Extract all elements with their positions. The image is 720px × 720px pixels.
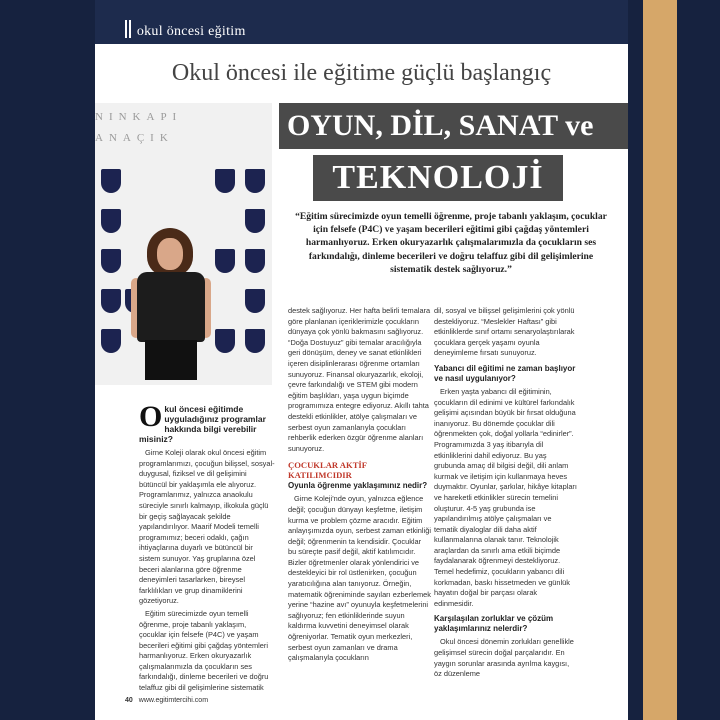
section-label-text: okul öncesi eğitim: [136, 24, 246, 39]
question-1-text: kul öncesi eğitimde uyguladığınız programlar hakkında bilgi verebilir misiniz?: [139, 404, 266, 444]
paragraph: Girne Koleji'nde oyun, yalnızca eğlence değil; çocuğun dünyayı keşfetme, iletişim kurma ve problem çözme aracıdır. Eğitim anlayışımızda oyun, serbest zaman etkinliği değil; öğrenmenin ta kendisidir. Çocuklar bu süreçte pasif değil, aktif katılımcıdır. Bizler öğretmenler olarak yönlendirici ve destekleyici bir rol üstlenirken, çocuğun yaratıcılığına alan tanıyoruz. Örneğin, matematik öğreniminde sayıları ezberlemek yerine “hazine avı” oyunuyla keşfetmelerini sağlıyoruz; fen etkinliklerinde suyun kaldırma kuvvetini deneyimsel olarak öğreniyorlar. Tematik oyun merkezleri, serbest oyun zamanları ve drama çalışmalarıyla çocukların: [288, 494, 431, 663]
column-3: [434, 306, 577, 682]
paragraph: destek sağlıyoruz. Her hafta belirli temalara göre planlanan içeriklerimizle çocukların dünyaya çok yönlü bakmasını sağlıyoruz. “Doğa Dostuyuz” gibi temalar aracılığıyla geri dönüşüm, deney ve sanat etkinlikleri içeren disiplinlerarası öğrenme ortamları sunuyoruz. Finansal okuryazarlık, ekoloji, çevre farkındalığı ve STEM gibi modern eğitim başlıkları, yaşa uygun biçimde programımıza entegre ediyoruz. Akıllı tahta destekli etkinlikler, atölye çalışmaları ve serbest oyun zamanlarıyla çocukları rehberlik ederken özgür öğrenme alanları sunuyoruz.: [288, 306, 431, 453]
wall-lettering-2: ANAÇIK: [95, 132, 174, 144]
crest-icon: [215, 169, 235, 193]
subheading-line-2: KATILIMCIDIR: [288, 470, 352, 481]
portrait-photo: [95, 103, 272, 385]
crest-icon: [245, 249, 265, 273]
column-2: [288, 306, 431, 666]
title-line-1: OYUN, DİL, SANAT ve: [279, 103, 628, 149]
magazine-page: [95, 0, 628, 720]
crest-icon: [245, 289, 265, 313]
column-1: [139, 400, 275, 696]
pull-quote: “Eğitim sürecimizde oyun temelli öğrenme, proje tabanlı yaklaşım, çocuklar için felsefe (P4C) ve yaşam becerileri eğitimi gibi çağdaş yöntemleri harmanlıyoruz. Erken okuryazarlık çalışmalarımızla da çocukların ses farkındalığı, dinleme becerileri ve doğru telaffuz gibi dil gelişimlerine sistematik destek sağlıyoruz.”: [295, 211, 607, 275]
paragraph: Okul öncesi dönemin zorlukları genellikle gelişimsel sürecin doğal parçalarıdır. En yaygın sorunlar arasında ayrılma kaygısı, öz düzenleme: [434, 637, 574, 679]
question-3: Yabancı dil eğitimi ne zaman başlıyor ve nasıl uygulanıyor?: [434, 363, 576, 383]
wall-lettering: [95, 107, 272, 149]
person-figure: [131, 228, 211, 378]
subheading: [288, 460, 431, 480]
crest-icon: [101, 289, 121, 313]
frame-left: [0, 0, 95, 720]
crest-icon: [101, 249, 121, 273]
question-1: [139, 400, 275, 444]
page-number: 40: [125, 697, 133, 704]
question-2: Oyunla öğrenme yaklaşımınız nedir?: [288, 481, 428, 491]
headline: Okul öncesi ile eğitime güçlü başlangıç: [171, 60, 552, 86]
crest-icon: [245, 169, 265, 193]
wall-lettering-1: NINKAPI: [95, 111, 183, 123]
title-line-2: TEKNOLOJİ: [313, 155, 563, 201]
page-footer: [125, 697, 208, 704]
crest-icon: [101, 209, 121, 233]
subheading-line-1: ÇOCUKLAR AKTİF: [288, 460, 368, 471]
crest-icon: [215, 249, 235, 273]
crest-icon: [101, 169, 121, 193]
question-4: Karşılaşılan zorluklar ve çözüm yaklaşımlarınız nelerdir?: [434, 614, 554, 634]
title-block: [279, 103, 628, 201]
paragraph: dil, sosyal ve bilişsel gelişimlerini çok yönlü destekliyoruz. “Meslekler Haftası” gibi etkinliklerde sınıf ortamı senaryolaştırılarak çocuklara gerçek yaşamı oyunla deneyimleme fırsatı sunuyoruz.: [434, 306, 575, 358]
footer-site: www.egitimtercihi.com: [138, 697, 209, 704]
section-label: [125, 20, 246, 40]
crest-icon: [215, 329, 235, 353]
paragraph: Girne Koleji olarak okul öncesi eğitim programlarımızı, çocuğun bilişsel, sosyal-duygusal, fiziksel ve dil gelişimini bütüncül bir yaklaşımla ele alıyoruz. Programlarımız, yalnızca anaokulu süreciyle sınırlı kalmayıp, ilkokula güçlü bir geçiş sağlayacak şekilde yapılandırılıyor. Maarif Modeli temelli programımız; beceri odaklı, çağın ihtiyaçlarına duyarlı ve bütüncül bir sistem sunuyor. Yaş gruplarına özel beceri alanlarına göre öğrenme deneyimleri tasarlarken, bireysel farklılıkları ve grup dinamiklerini gözetiyoruz.: [139, 448, 275, 606]
paragraph: Erken yaşta yabancı dil eğitiminin, çocukların dil edinimi ve kültürel farkındalık gelişimi açısından büyük bir fırsat olduğuna inanıyoruz. Bu dönemde çocuklar dili öğrenmekten çok, doğal yollarla “edinirler”. Programımızda 3 yaş itibarıyla dil etkinliklerini dahil ediyoruz. Bu yaş grubunda amaç dil bilgisi değil, dili anlam kurmak ve iletişim için kullanmaya heves duymaktır. Oyunlar, şarkılar, hikâye kitapları ve hareketli etkinlikler sürecin temelini oluşturur. 4-5 yaş grubunda ise yapılandırılmış atölye çalışmaları ve tematik diyaloglar dili daha aktif kullanmalarına olanak tanır. Teknolojik araçlardan da sınırlı ama etkili biçimde faydalanarak öğrenmeyi destekliyoruz. Temel hedefimiz, çocukların yabancı dili korkmadan, baskı hissetmeden ve günlük hayatın doğal bir parçası olarak edinmesidir.: [434, 386, 577, 608]
gold-bar: [643, 0, 677, 720]
drop-cap: O: [139, 400, 163, 433]
paragraph: Eğitim sürecimizde oyun temelli öğrenme, proje tabanlı yaklaşım, çocuklar için felsefe (P4C) ve yaşam becerileri eğitimi gibi çağdaş yöntemleri harmanlıyoruz. Erken okuryazarlık çalışmalarımızla da çocukların ses farkındalığı, dinleme becerileri ve doğru telaffuz gibi dil gelişimlerine sistematik: [139, 608, 269, 693]
crest-icon: [245, 329, 265, 353]
crest-icon: [245, 209, 265, 233]
crest-icon: [101, 329, 121, 353]
